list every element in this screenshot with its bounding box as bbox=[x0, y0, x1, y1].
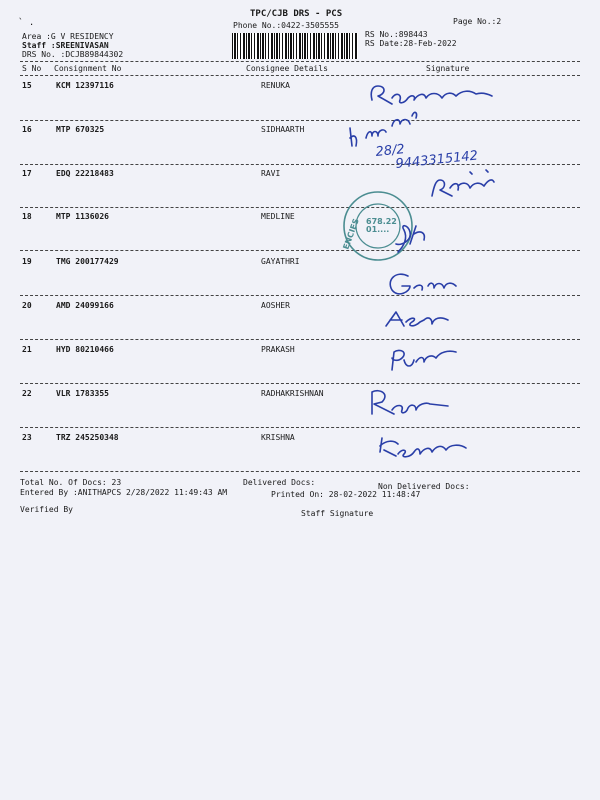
row-serial: 23 bbox=[22, 433, 32, 442]
stamp-inner-line-1: 678.22 bbox=[366, 217, 397, 226]
row-serial: 16 bbox=[22, 125, 32, 134]
tick-mark: ` . bbox=[18, 18, 35, 28]
col-consignee-header: Consignee Details bbox=[246, 64, 328, 73]
rs-date: RS Date:28-Feb-2022 bbox=[365, 39, 457, 48]
signature-aosher bbox=[386, 312, 448, 326]
col-sno-header: S No bbox=[22, 64, 42, 73]
non-delivered-docs: Non Delivered Docs: bbox=[378, 482, 470, 491]
staff-label: Staff :SREENIVASAN bbox=[22, 41, 109, 50]
page-number: Page No.:2 bbox=[453, 17, 502, 26]
row-serial: 18 bbox=[22, 212, 32, 221]
row-serial: 20 bbox=[22, 301, 32, 310]
signature-prakash bbox=[392, 350, 456, 370]
row-consignment: KCM 12397116 bbox=[56, 81, 114, 90]
signature-radhakrishnan bbox=[372, 391, 448, 414]
signature-renuka bbox=[371, 86, 492, 104]
signature-gayathri bbox=[390, 274, 456, 294]
row-consignee: SIDHAARTH bbox=[261, 125, 305, 134]
row-consignee: KRISHNA bbox=[261, 433, 295, 442]
row-consignment: EDQ 22218483 bbox=[56, 169, 114, 178]
row-consignment: MTP 670325 bbox=[56, 125, 105, 134]
col-consignment-header: Consignment No bbox=[54, 64, 122, 73]
row-consignment: TMG 200177429 bbox=[56, 257, 119, 266]
row-consignee: PRAKASH bbox=[261, 345, 295, 354]
phone-number: Phone No.:0422-3505555 bbox=[233, 21, 339, 30]
row-consignee: RADHAKRISHNAN bbox=[261, 389, 324, 398]
signature-sidhaarth bbox=[350, 112, 479, 172]
verified-by: Verified By bbox=[20, 505, 73, 514]
row-serial: 22 bbox=[22, 389, 32, 398]
staff-signature: Staff Signature bbox=[301, 509, 374, 518]
company-stamp bbox=[341, 192, 412, 260]
document-title: TPC/CJB DRS - PCS bbox=[250, 9, 343, 19]
col-signature-header: Signature bbox=[426, 64, 470, 73]
row-consignee: GAYATHRI bbox=[261, 257, 300, 266]
signature-ravi bbox=[432, 170, 494, 196]
row-consignee: MEDLINE bbox=[261, 212, 295, 221]
stamp-inner-line-2: 01.... bbox=[366, 225, 390, 234]
row-consignment: VLR 1783355 bbox=[56, 389, 109, 398]
printed-on: Printed On: 28-02-2022 11:48:47 bbox=[271, 490, 421, 499]
row-consignee: RENUKA bbox=[261, 81, 290, 90]
row-consignee: AOSHER bbox=[261, 301, 290, 310]
handwritten-phone: 9443315142 bbox=[394, 148, 479, 172]
row-consignment: TRZ 245250348 bbox=[56, 433, 119, 442]
row-consignment: MTP 1136026 bbox=[56, 212, 109, 221]
area-label: Area :G V RESIDENCY bbox=[22, 32, 114, 41]
handwritten-date: 28/2 bbox=[374, 142, 406, 160]
total-docs: Total No. Of Docs: 23 bbox=[20, 478, 122, 487]
row-consignment: HYD 80210466 bbox=[56, 345, 114, 354]
signature-krishna bbox=[380, 438, 466, 457]
stamp-ring-text: ENCIES bbox=[341, 217, 361, 251]
drs-number: DRS No. :DCJB89844302 bbox=[22, 50, 124, 59]
rs-number: RS No.:898443 bbox=[365, 30, 428, 39]
row-serial: 19 bbox=[22, 257, 32, 266]
row-serial: 17 bbox=[22, 169, 32, 178]
row-consignment: AMD 24099166 bbox=[56, 301, 114, 310]
row-serial: 21 bbox=[22, 345, 32, 354]
entered-by: Entered By :ANITHAPCS 2/28/2022 11:49:43 AM bbox=[20, 488, 228, 497]
row-serial: 15 bbox=[22, 81, 32, 90]
row-consignee: RAVI bbox=[261, 169, 281, 178]
delivered-docs: Delivered Docs: bbox=[243, 478, 316, 487]
